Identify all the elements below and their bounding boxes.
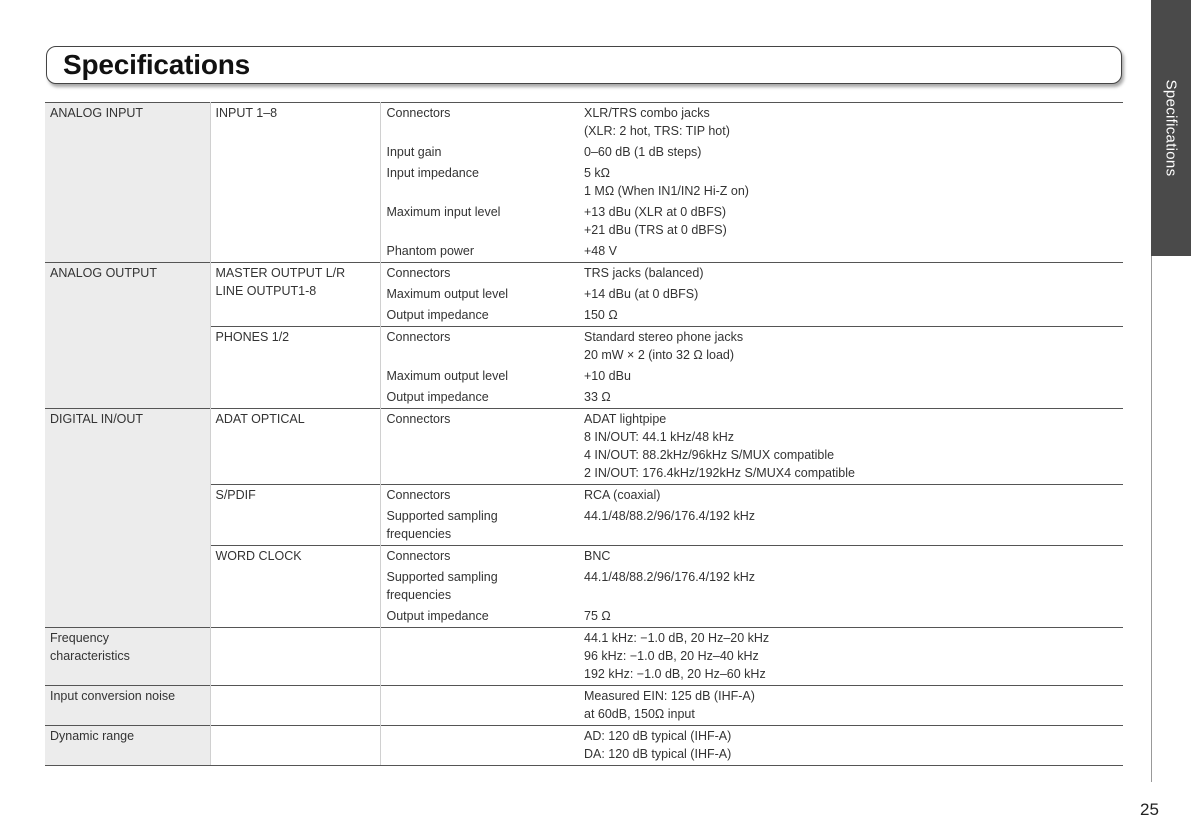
param-cell: Connectors [380,263,578,285]
param-cell: Connectors [380,546,578,568]
value-cell: TRS jacks (balanced) [578,263,1123,285]
side-tab-label: Specifications [1162,79,1180,177]
param-cell: Phantom power [386,244,475,258]
value-cell: 5 kΩ 1 MΩ (When IN1/IN2 Hi-Z on) [584,166,749,198]
value-cell: +48 V [584,244,618,258]
subcategory-cell: PHONES 1/2 [210,327,380,409]
value-cell: +14 dBu (at 0 dBFS) [584,287,699,301]
param-cell: Supported sampling frequencies [386,570,498,602]
subcategory-cell: WORD CLOCK [210,546,380,628]
value-cell: XLR/TRS combo jacks (XLR: 2 hot, TRS: TIP hot) [578,103,1123,143]
subcategory-cell: S/PDIF [210,485,380,546]
table-row [45,686,1123,726]
subcategory-cell [210,628,380,686]
category-cell: Dynamic range [45,726,210,766]
value-cell: +13 dBu (XLR at 0 dBFS) +21 dBu (TRS at 0 dBFS) [584,205,727,237]
param-cell: Maximum input level [386,205,501,219]
value-cell: Measured EIN: 125 dB (IHF-A) at 60dB, 150Ω input [578,686,1123,726]
value-cell: 75 Ω [584,609,611,623]
side-tab [1151,0,1191,256]
param-cell: Maximum output level [386,287,509,301]
value-cell: 33 Ω [584,390,611,404]
category-cell: ANALOG OUTPUT [45,263,210,409]
category-cell: Input conversion noise [45,686,210,726]
value-cell: 0–60 dB (1 dB steps) [584,145,702,159]
table-row [45,103,1123,143]
param-cell: Output impedance [386,308,489,322]
param-cell: Connectors [380,485,578,507]
param-cell [380,726,578,766]
param-cell [380,628,578,686]
param-cell [380,686,578,726]
value-cell: BNC [578,546,1123,568]
value-cell: 44.1/48/88.2/96/176.4/192 kHz [584,509,755,523]
value-cell: 44.1 kHz: −1.0 dB, 20 Hz–20 kHz 96 kHz: −1.0 dB, 20 Hz–40 kHz 192 kHz: −1.0 dB, 20 Hz–60 kHz [578,628,1123,686]
subcategory-cell: MASTER OUTPUT L/R LINE OUTPUT1-8 [210,263,380,327]
subcategory-cell [210,686,380,726]
value-cell: 44.1/48/88.2/96/176.4/192 kHz [584,570,755,584]
param-cell: Connectors [380,409,578,485]
param-cell: Maximum output level [386,369,509,383]
subcategory-cell [210,726,380,766]
subcategory-cell: INPUT 1–8 [210,103,380,263]
param-cell: Output impedance [386,390,489,404]
param-cell: Input impedance [386,166,479,180]
value-cell: Standard stereo phone jacks 20 mW × 2 (into 32 Ω load) [578,327,1123,367]
side-divider [1151,256,1152,782]
specifications-table [45,102,1123,766]
category-cell: ANALOG INPUT [45,103,210,263]
table-row [45,263,1123,285]
category-cell: DIGITAL IN/OUT [45,409,210,628]
table-row [45,409,1123,485]
param-cell: Output impedance [386,609,489,623]
table-row [45,628,1123,686]
section-title-box [46,46,1122,84]
subcategory-cell: ADAT OPTICAL [210,409,380,485]
page-title: Specifications [63,49,251,80]
param-cell: Connectors [380,103,578,143]
page-number: 25 [1140,800,1159,819]
param-cell: Connectors [380,327,578,367]
value-cell: 150 Ω [584,308,618,322]
value-cell: AD: 120 dB typical (IHF-A) DA: 120 dB typical (IHF-A) [578,726,1123,766]
value-cell: ADAT lightpipe 8 IN/OUT: 44.1 kHz/48 kHz 4 IN/OUT: 88.2kHz/96kHz S/MUX compatible 2 IN/OUT: 176.4kHz/192kHz S/MUX4 compatible [578,409,1123,485]
table-row [45,726,1123,766]
value-cell: +10 dBu [584,369,631,383]
param-cell: Input gain [386,145,442,159]
param-cell: Supported sampling frequencies [386,509,498,541]
value-cell: RCA (coaxial) [578,485,1123,507]
category-cell: Frequency characteristics [45,628,210,686]
